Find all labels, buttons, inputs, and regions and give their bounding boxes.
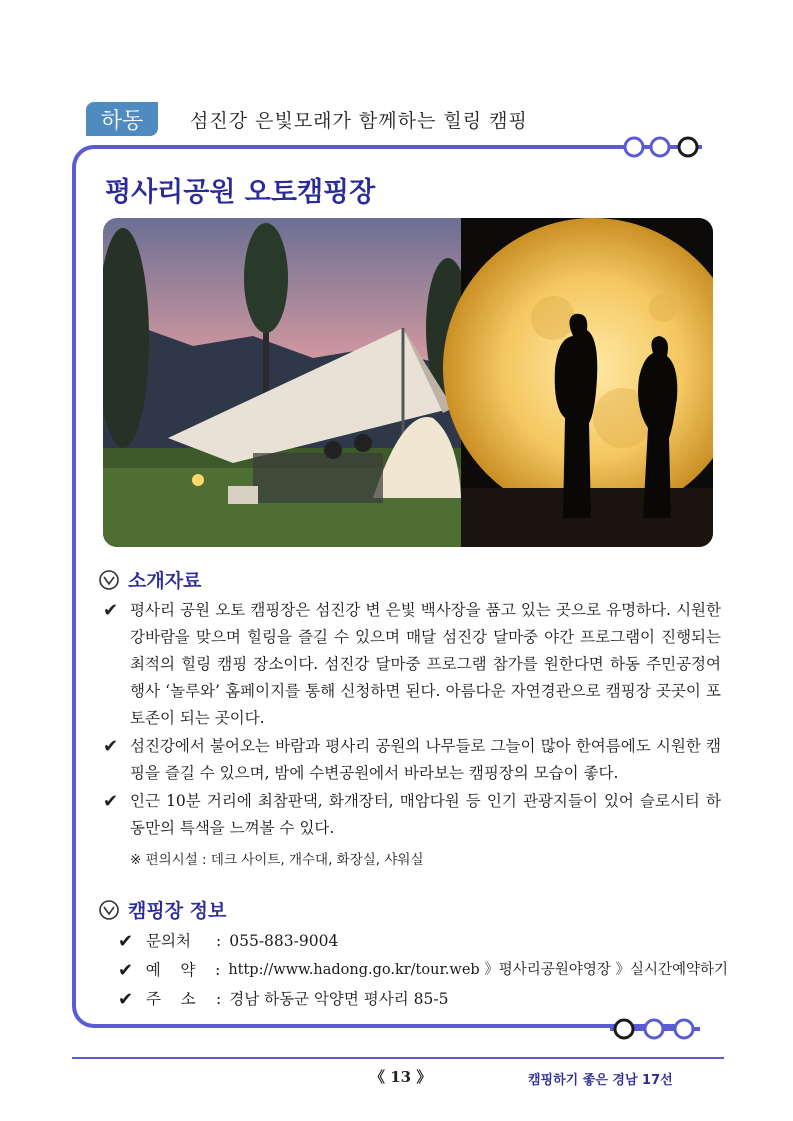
info-row-contact	[118, 927, 728, 956]
info-list	[118, 927, 728, 1014]
info-row-address	[118, 985, 728, 1014]
map-pin-icon	[98, 569, 120, 591]
intro-bullet-text: 섬진강에서 불어오는 바람과 평사리 공원의 나무들로 그늘이 많아 한여름에도 시원한 캠핑을 즐길 수 있으며, 밤에 수변공원에서 바라보는 캠핑장의 모습이 좋다.	[130, 737, 721, 782]
info-row-reservation	[118, 956, 728, 985]
check-icon: ✔	[103, 600, 119, 621]
reservation-link[interactable]: http://www.hadong.go.kr/tour.web 》평사리공원야영장 》실시간예약하기	[228, 962, 728, 978]
photo-collage-image	[103, 218, 713, 547]
info-sep: :	[215, 961, 221, 979]
intro-bullet-text: 평사리 공원 오토 캠핑장은 섬진강 변 은빛 백사장을 품고 있는 곳으로 유명하다. 시원한 강바람을 맞으며 힐링을 즐길 수 있으며 매달 섬진강 달마중 야간 프로그램이 진행되는 최적의 힐링 캠핑 장소이다. 섬진강 달마중 프로그램 참가를 원한다면 하동 주민공정여행사 ‘놀루와’ 홈페이지를 통해 신청하면 된다. 아름다운 자연경관으로 캠핑장 곳곳이 포토존이 되는 곳이다.	[130, 601, 721, 727]
address-text: 경남 하동군 악양면 평사리 85-5	[229, 990, 449, 1008]
intro-section-heading	[98, 566, 201, 593]
facilities-note: ※ 편의시설 : 데크 사이트, 개수대, 화장실, 샤워실	[130, 852, 424, 868]
page-title: 평사리공원 오토캠핑장	[105, 177, 376, 208]
check-icon: ✔	[118, 931, 134, 952]
rings-decoration-top	[612, 134, 712, 160]
intro-bullet-2	[103, 733, 721, 787]
map-pin-icon	[98, 899, 120, 921]
check-icon: ✔	[118, 960, 134, 981]
intro-bullet-text: 인근 10분 거리에 최참판댁, 화개장터, 매암다원 등 인기 관광지들이 있어 슬로시티 하동만의 특색을 느껴볼 수 있다.	[130, 792, 721, 837]
info-key: 예 약	[145, 961, 196, 979]
info-heading-label: 캠핑장 정보	[128, 900, 227, 922]
intro-bullet-list	[103, 597, 721, 843]
check-icon: ✔	[103, 736, 119, 757]
intro-bullet-3	[103, 788, 721, 842]
phone-number: 055-883-9004	[229, 932, 339, 950]
footer-divider	[72, 1057, 724, 1059]
intro-bullet-1	[103, 597, 721, 732]
info-section-heading	[98, 896, 226, 923]
intro-heading-label: 소개자료	[128, 570, 202, 592]
page-number: 《 13 》	[370, 1068, 432, 1086]
info-sep: :	[216, 990, 222, 1008]
footer-book-title: 캠핑하기 좋은 경남 17선	[528, 1073, 673, 1088]
check-icon: ✔	[118, 989, 134, 1010]
photo-collage	[103, 218, 713, 547]
rings-decoration-bottom	[610, 1016, 710, 1042]
info-sep: :	[216, 932, 222, 950]
info-key: 주 소	[146, 990, 196, 1008]
region-badge: 하동	[86, 102, 158, 136]
info-key: 문의처	[146, 932, 191, 950]
page-subtitle: 섬진강 은빛모래가 함께하는 힐링 캠핑	[190, 110, 528, 132]
check-icon: ✔	[103, 791, 119, 812]
